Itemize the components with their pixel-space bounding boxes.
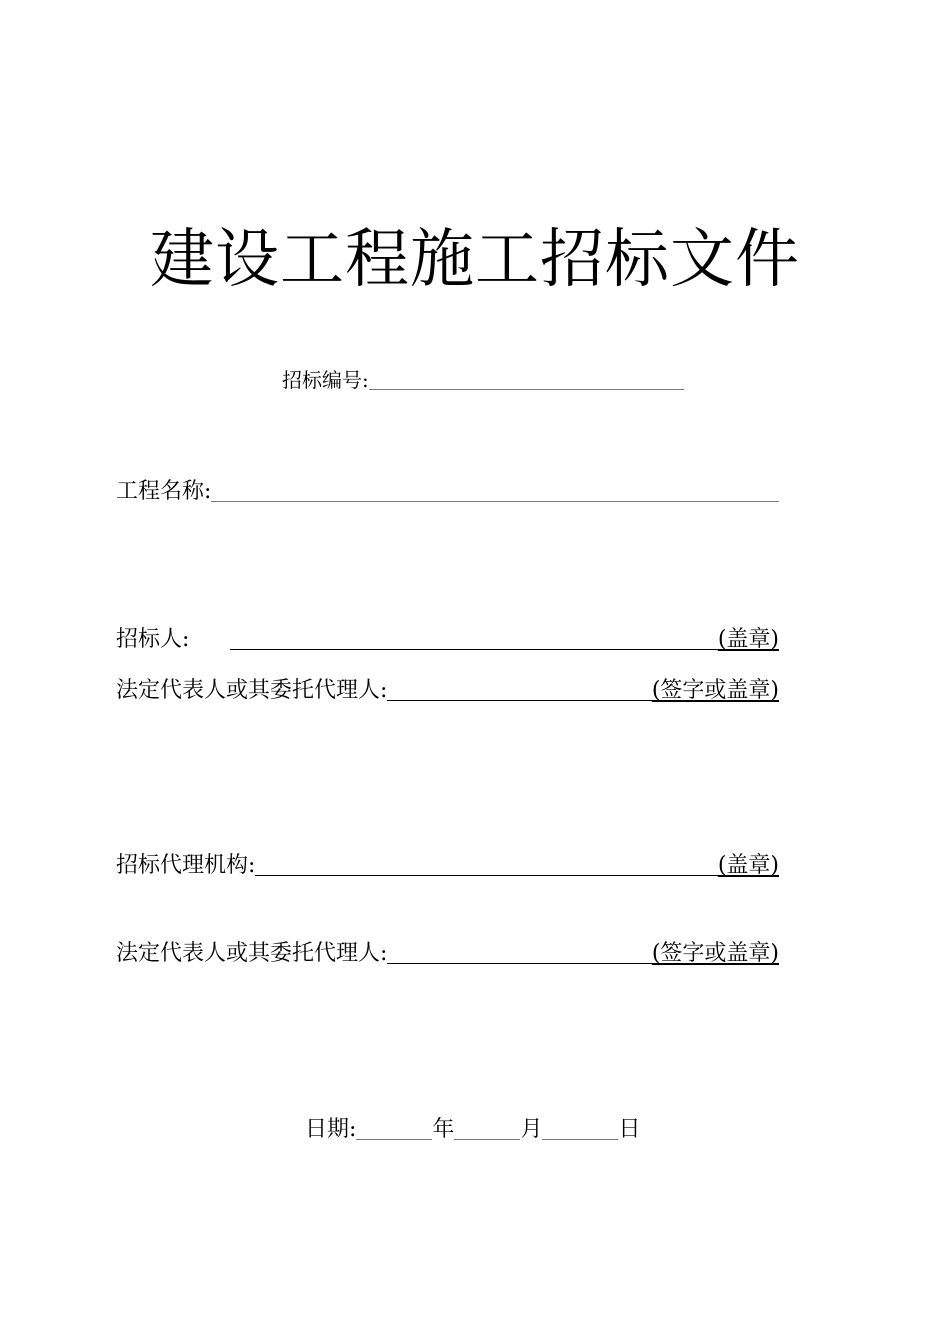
document-title: 建设工程施工招标文件 — [150, 223, 800, 297]
bid-number-label: 招标编号: — [282, 368, 369, 392]
date-month-field[interactable] — [454, 1138, 520, 1140]
date-year-field[interactable] — [356, 1138, 432, 1140]
bid-number-row — [282, 366, 684, 394]
date-row — [305, 1116, 640, 1144]
tenderer-row — [116, 626, 779, 654]
tenderer-rep-row — [116, 677, 779, 705]
tenderer-rep-label: 法定代表人或其委托代理人: — [116, 678, 388, 703]
tenderer-label: 招标人: — [116, 627, 190, 652]
agency-rep-row — [116, 940, 779, 968]
date-year-label: 年 — [432, 1117, 455, 1142]
project-name-row — [116, 478, 779, 506]
agency-field[interactable] — [255, 874, 717, 876]
date-month-label: 月 — [520, 1117, 543, 1142]
project-name-field[interactable] — [211, 500, 779, 502]
date-day-label: 日 — [618, 1117, 641, 1142]
tenderer-rep-seal: (签字或盖章) — [651, 678, 779, 703]
tenderer-rep-field[interactable] — [387, 699, 651, 701]
project-name-label: 工程名称: — [116, 479, 212, 504]
date-label: 日期: — [305, 1117, 357, 1142]
agency-rep-label: 法定代表人或其委托代理人: — [116, 941, 388, 966]
agency-rep-field[interactable] — [387, 962, 651, 964]
tenderer-field[interactable] — [230, 648, 718, 650]
agency-label: 招标代理机构: — [116, 853, 256, 878]
agency-seal: (盖章) — [717, 853, 779, 878]
date-day-field[interactable] — [542, 1138, 618, 1140]
bid-number-field[interactable] — [369, 388, 684, 390]
agency-rep-seal: (签字或盖章) — [651, 941, 779, 966]
agency-row — [116, 852, 779, 880]
tenderer-seal: (盖章) — [717, 627, 779, 652]
